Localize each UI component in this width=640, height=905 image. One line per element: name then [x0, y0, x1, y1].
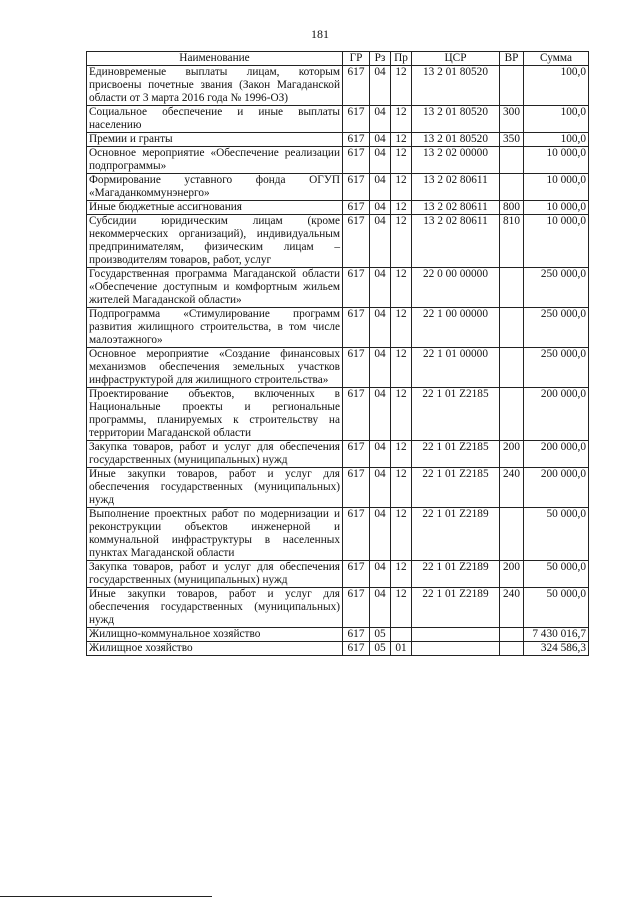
row-sum: 250 000,0 [524, 268, 589, 308]
row-rz: 04 [370, 508, 391, 561]
row-sum: 200 000,0 [524, 388, 589, 441]
row-name: Проектирование объектов, включенных в Национальные проекты и региональные программы, планируемых к строительству на территории Магаданской области [87, 388, 343, 441]
row-gr: 617 [343, 468, 370, 508]
row-pr: 12 [391, 174, 412, 201]
header-sum: Сумма [524, 52, 589, 66]
table-row [87, 642, 589, 656]
row-rz: 04 [370, 441, 391, 468]
row-csr: 13 2 02 80611 [412, 201, 500, 215]
header-rz: Рз [370, 52, 391, 66]
table-row [87, 508, 589, 561]
table-row [87, 201, 589, 215]
row-csr: 22 1 01 Z2189 [412, 561, 500, 588]
row-name: Закупка товаров, работ и услуг для обеспечения государственных (муниципальных) нужд [87, 561, 343, 588]
row-vr [500, 268, 524, 308]
row-csr: 22 1 01 Z2185 [412, 441, 500, 468]
row-pr: 12 [391, 561, 412, 588]
row-gr: 617 [343, 628, 370, 642]
table-row [87, 441, 589, 468]
row-sum: 200 000,0 [524, 468, 589, 508]
row-vr: 200 [500, 561, 524, 588]
row-rz: 04 [370, 106, 391, 133]
row-gr: 617 [343, 201, 370, 215]
row-vr: 240 [500, 468, 524, 508]
row-gr: 617 [343, 348, 370, 388]
row-vr [500, 508, 524, 561]
row-csr: 13 2 01 80520 [412, 66, 500, 106]
row-gr: 617 [343, 268, 370, 308]
row-rz: 04 [370, 348, 391, 388]
row-rz: 04 [370, 133, 391, 147]
header-csr: ЦСР [412, 52, 500, 66]
row-vr: 350 [500, 133, 524, 147]
row-gr: 617 [343, 66, 370, 106]
row-pr: 12 [391, 133, 412, 147]
row-pr: 12 [391, 508, 412, 561]
row-name: Формирование уставного фонда ОГУП «Магаданкоммунэнерго» [87, 174, 343, 201]
row-pr: 12 [391, 147, 412, 174]
row-sum: 7 430 016,7 [524, 628, 589, 642]
header-pr: Пр [391, 52, 412, 66]
table-header-row [87, 52, 589, 66]
row-csr: 22 1 01 Z2189 [412, 508, 500, 561]
table-row [87, 174, 589, 201]
row-csr: 22 1 01 Z2189 [412, 588, 500, 628]
row-rz: 04 [370, 268, 391, 308]
row-pr: 12 [391, 308, 412, 348]
row-sum: 100,0 [524, 133, 589, 147]
row-sum: 250 000,0 [524, 348, 589, 388]
header-name: Наименование [87, 52, 343, 66]
row-pr: 12 [391, 215, 412, 268]
table-row [87, 388, 589, 441]
row-rz: 04 [370, 561, 391, 588]
row-gr: 617 [343, 106, 370, 133]
table-row [87, 628, 589, 642]
row-name: Иные закупки товаров, работ и услуг для обеспечения государственных (муниципальных) нужд [87, 588, 343, 628]
row-rz: 05 [370, 642, 391, 656]
row-gr: 617 [343, 561, 370, 588]
row-name: Премии и гранты [87, 133, 343, 147]
row-csr: 13 2 02 00000 [412, 147, 500, 174]
row-gr: 617 [343, 508, 370, 561]
row-gr: 617 [343, 441, 370, 468]
row-vr [500, 147, 524, 174]
row-name: Основное мероприятие «Создание финансовых механизмов обеспечения земельных участков инфраструктурой для жилищного строительства» [87, 348, 343, 388]
row-sum: 200 000,0 [524, 441, 589, 468]
row-rz: 04 [370, 66, 391, 106]
row-csr: 13 2 01 80520 [412, 133, 500, 147]
row-pr: 12 [391, 588, 412, 628]
row-rz: 04 [370, 215, 391, 268]
row-vr [500, 388, 524, 441]
row-sum: 100,0 [524, 66, 589, 106]
row-pr: 12 [391, 201, 412, 215]
table-row [87, 215, 589, 268]
row-sum: 50 000,0 [524, 561, 589, 588]
row-csr: 22 1 01 00000 [412, 348, 500, 388]
row-rz: 04 [370, 174, 391, 201]
row-gr: 617 [343, 174, 370, 201]
row-csr: 22 1 00 00000 [412, 308, 500, 348]
row-name: Единовременые выплаты лицам, которым присвоены почетные звания (Закон Магаданской области от 3 марта 2016 года № 1996-ОЗ) [87, 66, 343, 106]
row-rz: 04 [370, 147, 391, 174]
table-row [87, 268, 589, 308]
table-row [87, 133, 589, 147]
row-rz: 04 [370, 588, 391, 628]
row-pr: 12 [391, 268, 412, 308]
row-sum: 50 000,0 [524, 508, 589, 561]
row-sum: 100,0 [524, 106, 589, 133]
row-vr: 240 [500, 588, 524, 628]
row-pr: 12 [391, 388, 412, 441]
row-gr: 617 [343, 588, 370, 628]
row-vr [500, 308, 524, 348]
table-row [87, 348, 589, 388]
page-number: 181 [311, 27, 329, 41]
table-row [87, 468, 589, 508]
row-name: Подпрограмма «Стимулирование программ развития жилищного строительства, в том числе малоэтажного» [87, 308, 343, 348]
row-sum: 10 000,0 [524, 174, 589, 201]
row-name: Иные закупки товаров, работ и услуг для обеспечения государственных (муниципальных) нужд [87, 468, 343, 508]
row-vr: 810 [500, 215, 524, 268]
row-vr [500, 174, 524, 201]
row-gr: 617 [343, 308, 370, 348]
row-sum: 50 000,0 [524, 588, 589, 628]
row-pr: 12 [391, 106, 412, 133]
row-pr: 12 [391, 468, 412, 508]
row-gr: 617 [343, 147, 370, 174]
row-name: Основное мероприятие «Обеспечение реализации подпрограммы» [87, 147, 343, 174]
row-name: Закупка товаров, работ и услуг для обеспечения государственных (муниципальных) нужд [87, 441, 343, 468]
row-sum: 324 586,3 [524, 642, 589, 656]
row-csr: 22 1 01 Z2185 [412, 388, 500, 441]
row-name: Государственная программа Магаданской области «Обеспечение доступным и комфортным жильем жителей Магаданской области» [87, 268, 343, 308]
row-name: Социальное обеспечение и иные выплаты населению [87, 106, 343, 133]
row-sum: 10 000,0 [524, 215, 589, 268]
row-name: Жилищно-коммунальное хозяйство [87, 628, 343, 642]
row-pr [391, 628, 412, 642]
table-row [87, 308, 589, 348]
row-rz: 05 [370, 628, 391, 642]
row-pr: 12 [391, 66, 412, 106]
table-row [87, 561, 589, 588]
row-vr [500, 628, 524, 642]
row-vr [500, 348, 524, 388]
row-gr: 617 [343, 388, 370, 441]
row-csr: 22 1 01 Z2185 [412, 468, 500, 508]
row-vr: 300 [500, 106, 524, 133]
row-name: Субсидии юридическим лицам (кроме некоммерческих организаций), индивидуальным предпринимателям, физическим лицам – производителям товаров, работ, услуг [87, 215, 343, 268]
header-vr: ВР [500, 52, 524, 66]
row-vr [500, 642, 524, 656]
row-csr: 13 2 02 80611 [412, 174, 500, 201]
row-sum: 10 000,0 [524, 147, 589, 174]
budget-table [86, 51, 589, 656]
row-rz: 04 [370, 308, 391, 348]
row-name: Иные бюджетные ассигнования [87, 201, 343, 215]
table-row [87, 66, 589, 106]
row-csr [412, 628, 500, 642]
row-pr: 01 [391, 642, 412, 656]
row-rz: 04 [370, 201, 391, 215]
row-csr: 13 2 01 80520 [412, 106, 500, 133]
row-rz: 04 [370, 468, 391, 508]
row-gr: 617 [343, 642, 370, 656]
row-gr: 617 [343, 215, 370, 268]
row-name: Выполнение проектных работ по модернизации и реконструкции объектов инженерной и коммунальной инфраструктуры в населенных пунктах Магаданской области [87, 508, 343, 561]
footnote-rule [0, 896, 212, 897]
row-vr: 800 [500, 201, 524, 215]
row-sum: 250 000,0 [524, 308, 589, 348]
row-sum: 10 000,0 [524, 201, 589, 215]
row-csr: 22 0 00 00000 [412, 268, 500, 308]
row-gr: 617 [343, 133, 370, 147]
table-row [87, 147, 589, 174]
row-rz: 04 [370, 388, 391, 441]
row-csr: 13 2 02 80611 [412, 215, 500, 268]
row-name: Жилищное хозяйство [87, 642, 343, 656]
table-row [87, 106, 589, 133]
row-vr: 200 [500, 441, 524, 468]
row-vr [500, 66, 524, 106]
row-pr: 12 [391, 348, 412, 388]
table-row [87, 588, 589, 628]
row-pr: 12 [391, 441, 412, 468]
header-gr: ГР [343, 52, 370, 66]
row-csr [412, 642, 500, 656]
